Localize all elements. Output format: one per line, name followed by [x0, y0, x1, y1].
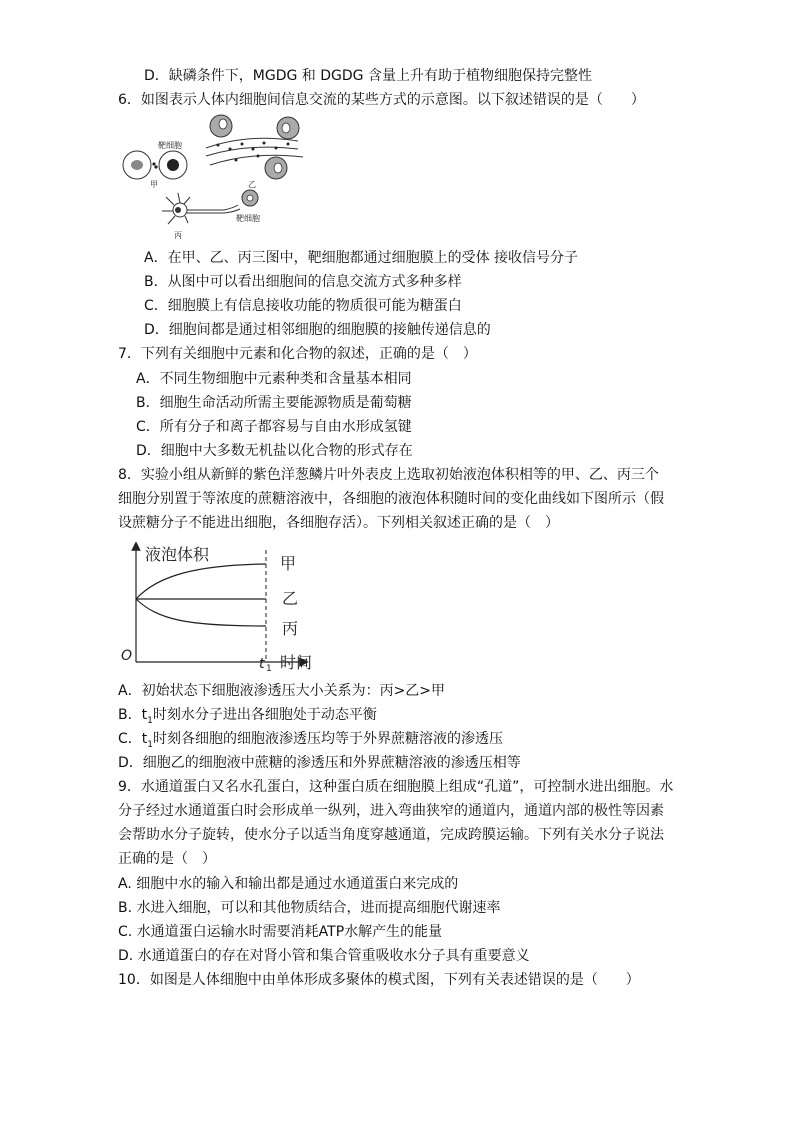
q9-stem-line3: 会帮助水分子旋转，使水分子以适当角度穿越通道，完成跨膜运输。下列有关水分子说法 [118, 827, 664, 843]
x-axis-label: 时间 [280, 653, 313, 672]
q6-figure [118, 113, 318, 243]
q7-option-d: D．细胞中大多数无机盐以化合物的形式存在 [136, 443, 413, 459]
q6-option-b: B．从图中可以看出细胞间的信息交流方式多种多样 [144, 274, 462, 290]
q9-stem-line2: 分子经过水通道蛋白时会形成单一纵列，进入弯曲狭窄的通道内，通道内部的极性等因素 [118, 803, 664, 819]
q7-stem: 7．下列有关细胞中元素和化合物的叙述，正确的是（ ） [118, 346, 477, 362]
q9-stem-line4: 正确的是（ ） [118, 851, 216, 867]
q6-stem: 6．如图表示人体内细胞间信息交流的某些方式的示意图。以下叙述错误的是（ ） [118, 92, 645, 108]
q8-option-c: C．$t_1$时刻各细胞的细胞液渗透压均等于外界蔗糖溶液的渗透压 [118, 731, 503, 750]
q8-stem-line3: 设蔗糖分子不能进出细胞，各细胞存活）。下列相关叙述正确的是（ ） [118, 515, 559, 531]
label-jia: 甲 [150, 180, 158, 189]
q7-option-c: C．所有分子和离子都容易与自由水形成氢键 [136, 419, 412, 435]
curve-bing [136, 599, 266, 626]
q8-option-d: D．细胞乙的细胞液中蔗糖的渗透压和外界蔗糖溶液的渗透压相等 [118, 755, 521, 771]
q8-stem-line1: 8．实验小组从新鲜的紫色洋葱鳞片叶外表皮上选取初始液泡体积相等的甲、乙、丙三个 [118, 467, 659, 483]
curve-bing-label: 丙 [282, 619, 299, 638]
q7-option-b: B．细胞生命活动所需主要能源物质是葡萄糖 [136, 395, 412, 411]
y-axis-label: 液泡体积 [145, 545, 210, 564]
curve-jia-label: 甲 [280, 554, 297, 573]
q9-option-b: B. 水进入细胞，可以和其他物质结合，进而提高细胞代谢速率 [118, 900, 501, 916]
q8-graph [118, 540, 328, 672]
q9-option-c: C. 水通道蛋白运输水时需要消耗ATP水解产生的能量 [118, 924, 443, 940]
origin-label: O [121, 648, 133, 664]
q6-option-a: A．在甲、乙、丙三图中，靶细胞都通过细胞膜上的受体 接收信号分子 [144, 250, 579, 266]
vessel-bottom [210, 155, 303, 165]
t1-label: t [259, 656, 265, 672]
jia-nucleus-right [167, 159, 179, 171]
bing-neuron [162, 193, 240, 224]
label-bing: 丙 [174, 231, 182, 240]
t1-subscript: 1 [266, 664, 272, 672]
q5-option-d: D．缺磷条件下，MGDG 和 DGDG 含量上升有助于植物细胞保持完整性 [144, 68, 592, 84]
q9-option-a: A. 细胞中水的输入和输出都是通过水通道蛋白来完成的 [118, 876, 459, 892]
curve-jia [136, 564, 266, 599]
jia-nucleus-left [131, 160, 143, 170]
label-yi: 乙 [248, 180, 256, 189]
q6-option-c: C．细胞膜上有信息接收功能的物质很可能为糖蛋白 [144, 298, 462, 314]
q9-option-d: D. 水通道蛋白的存在对肾小管和集合管重吸收水分子具有重要意义 [118, 948, 530, 964]
q8-option-a: A．初始状态下细胞液渗透压大小关系为：丙>乙>甲 [118, 683, 446, 699]
curve-yi-label: 乙 [282, 589, 299, 608]
q6-option-d: D．细胞间都是通过相邻细胞的细胞膜的接触传递信息的 [144, 322, 491, 338]
label-target-top: 靶细胞 [158, 141, 182, 150]
vessel-top [206, 138, 298, 148]
q10-stem: 10．如图是人体细胞中由单体形成多聚体的模式图，下列有关表述错误的是（ ） [118, 972, 640, 988]
q8-stem-line2: 细胞分别置于等浓度的蔗糖溶液中，各细胞的液泡体积随时间的变化曲线如下图所示（假 [118, 491, 664, 507]
q9-stem-line1: 9．水通道蛋白又名水孔蛋白，这种蛋白质在细胞膜上组成“孔道”，可控制水进出细胞。水 [118, 779, 674, 795]
q7-option-a: A．不同生物细胞中元素种类和含量基本相同 [136, 371, 412, 387]
q8-option-b: B．$t_1$时刻水分子进出各细胞处于动态平衡 [118, 707, 377, 726]
label-target-bottom: 靶细胞 [236, 214, 260, 223]
